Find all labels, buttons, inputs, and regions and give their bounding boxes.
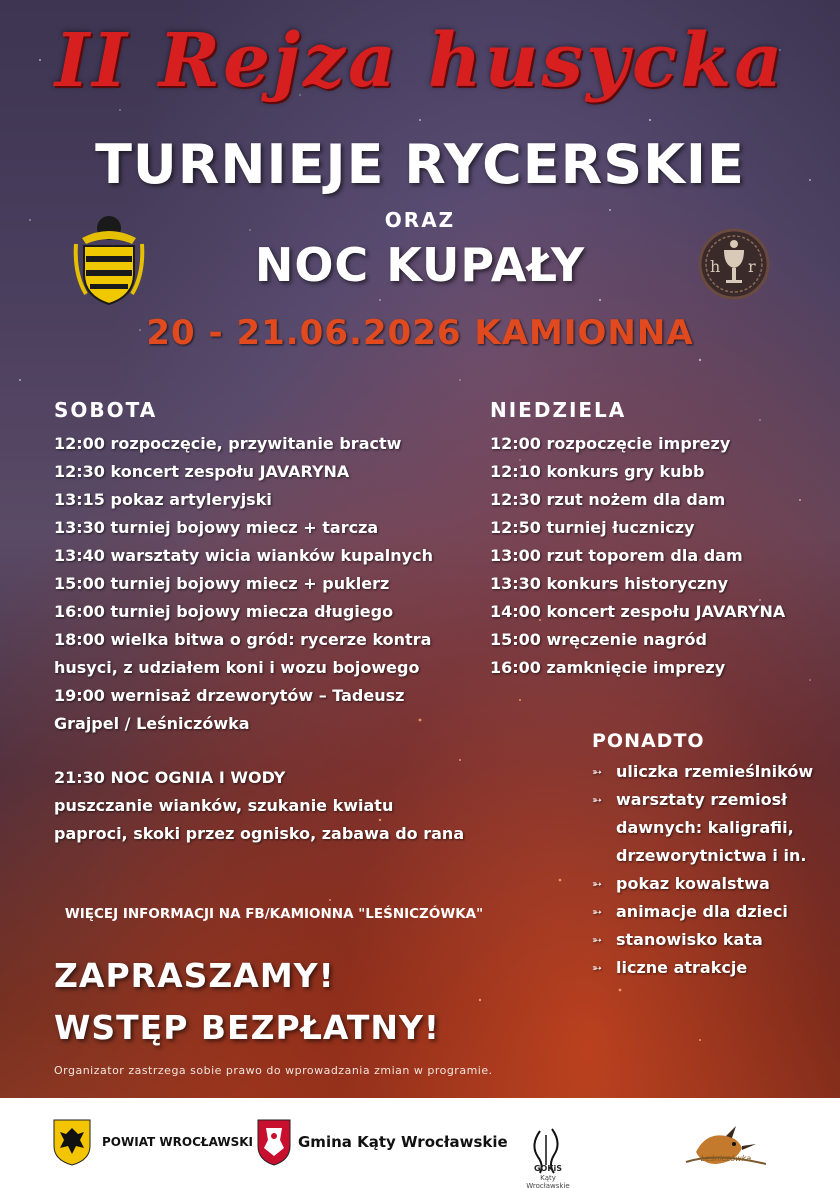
disclaimer: Organizator zastrzega sobie prawo do wprowadzania zmian w programie. — [54, 1064, 493, 1077]
eagle-crest-icon — [52, 1118, 92, 1166]
night-row: puszczanie wianków, szukanie kwiatu — [54, 796, 394, 815]
night-row: paproci, skoki przez ognisko, zabawa do rana — [54, 824, 465, 843]
list-item: ➳ animacje dla dzieci — [592, 898, 813, 926]
date-place: 20 - 21.06.2026 KAMIONNA — [146, 313, 694, 353]
list-item-continuation: drzeworytnictwa i in. — [616, 846, 807, 865]
list-item: ➳ warsztaty rzemiosł — [592, 786, 813, 814]
schedule-row: husyci, z udziałem koni i wozu bojowego — [54, 658, 420, 677]
sponsor-label: Leśniczówka — [700, 1154, 752, 1163]
svg-text:r: r — [748, 257, 756, 276]
list-item: ➳ uliczka rzemieślników — [592, 758, 813, 786]
second-title: NOC KUPAŁY — [254, 238, 586, 292]
sponsor-gokis — [518, 1112, 578, 1188]
arrow-bullet-icon: ➳ — [592, 905, 603, 919]
invitation — [54, 950, 440, 1054]
arrow-bullet-icon: ➳ — [592, 793, 603, 807]
schedule-row: 15:00 turniej bojowy miecz + puklerz — [54, 574, 390, 593]
schedule-row: 12:10 konkurs gry kubb — [490, 462, 705, 481]
night-program — [54, 764, 464, 848]
schedule-row: 13:30 turniej bojowy miecz + tarcza — [54, 518, 379, 537]
extras-list — [592, 730, 813, 982]
schedule-row: 15:00 wręczenie nagród — [490, 630, 707, 649]
schedule-row: 19:00 wernisaż drzeworytów – Tadeusz — [54, 686, 405, 705]
invite-line: WSTĘP BEZPŁATNY! — [54, 1008, 440, 1047]
schedule-row: 16:00 zamknięcie imprezy — [490, 658, 726, 677]
sponsor-lesniczowka — [676, 1106, 776, 1186]
schedule-row: 14:00 koncert zespołu JAVARYNA — [490, 602, 786, 621]
list-item: ➳ liczne atrakcje — [592, 954, 813, 982]
sponsor-label: GOKiS — [533, 1164, 563, 1173]
invite-line: ZAPRASZAMY! — [54, 956, 335, 995]
main-title: TURNIEJE RYCERSKIE — [95, 133, 745, 196]
schedule-row: 13:15 pokaz artyleryjski — [54, 490, 272, 509]
schedule-row: 12:00 rozpoczęcie, przywitanie bractw — [54, 434, 402, 453]
sponsor-gmina — [256, 1118, 508, 1166]
schedule-row: 16:00 turniej bojowy miecza długiego — [54, 602, 394, 621]
schedule-row: 12:30 koncert zespołu JAVARYNA — [54, 462, 350, 481]
extras-heading: PONADTO — [592, 730, 705, 752]
schedule-row: 13:00 rzut toporem dla dam — [490, 546, 743, 565]
sunday-schedule — [490, 398, 785, 682]
schedule-row: 13:40 warsztaty wicia wianków kupalnych — [54, 546, 433, 565]
sunday-heading: NIEDZIELA — [490, 398, 627, 422]
arrow-bullet-icon: ➳ — [592, 877, 603, 891]
arrow-bullet-icon: ➳ — [592, 961, 603, 975]
schedule-row: 12:50 turniej łuczniczy — [490, 518, 695, 537]
list-item: ➳ pokaz kowalstwa — [592, 870, 813, 898]
schedule-row: 18:00 wielka bitwa o gród: rycerze kontra — [54, 630, 432, 649]
arrow-bullet-icon: ➳ — [592, 933, 603, 947]
chalice-emblem-icon — [696, 226, 772, 302]
schedule-row: 13:30 konkurs historyczny — [490, 574, 729, 593]
title-connector: ORAZ — [384, 208, 456, 232]
arrow-bullet-icon: ➳ — [592, 765, 603, 779]
sponsor-sublabel: Kąty Wrocławskie — [526, 1174, 570, 1188]
list-item: ➳ stanowisko kata — [592, 926, 813, 954]
svg-text:h: h — [710, 257, 721, 276]
gmina-crest-icon — [256, 1118, 292, 1166]
schedule-row: 12:00 rozpoczęcie imprezy — [490, 434, 731, 453]
night-row: 21:30 NOC OGNIA I WODY — [54, 768, 286, 787]
sponsor-footer — [0, 1098, 840, 1188]
gothic-title: II Rejza husycka — [54, 18, 786, 104]
schedule-row: Grajpel / Leśniczówka — [54, 714, 250, 733]
saturday-heading: SOBOTA — [54, 398, 158, 422]
more-info-link: WIĘCEJ INFORMACJI NA FB/KAMIONNA "LEŚNICZÓWKA" — [64, 906, 484, 922]
saturday-schedule — [54, 398, 433, 738]
sponsor-label: Gmina Kąty Wrocławskie — [298, 1133, 508, 1151]
coat-of-arms-icon — [72, 214, 146, 306]
sponsor-powiat — [52, 1118, 253, 1166]
sponsor-label: POWIAT WROCŁAWSKI — [102, 1135, 253, 1149]
schedule-row: 12:30 rzut nożem dla dam — [490, 490, 726, 509]
list-item-continuation: dawnych: kaligrafii, — [616, 818, 794, 837]
